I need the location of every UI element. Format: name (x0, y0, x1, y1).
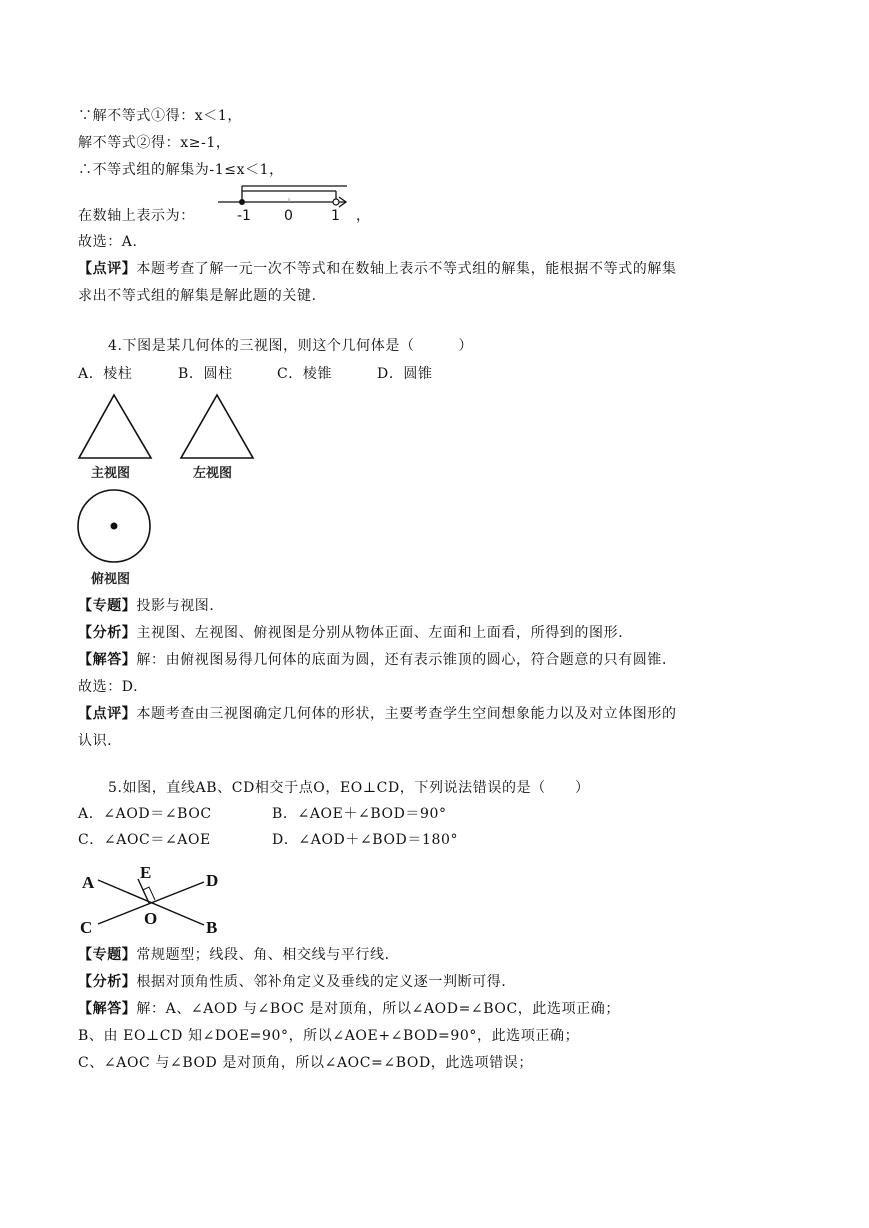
solution-line-1: ∵解不等式①得：x＜1， (78, 108, 243, 124)
apex-point (111, 523, 118, 530)
tick-label-minus1: -1 (237, 208, 251, 224)
tick-label-0: 0 (284, 208, 293, 224)
answer-text: 解：A、∠AOD 与∠BOC 是对顶角，所以∠AOD=∠BOC，此选项正确； (136, 1001, 620, 1017)
label-b: B (206, 918, 218, 937)
q4-topic (78, 596, 224, 616)
q5-answer-a (78, 999, 620, 1019)
question-5: 5.如图，直线AB、CD相交于点O，EO⊥CD，下列说法错误的是（ ） (108, 780, 590, 796)
q4-comment-1 (78, 704, 677, 724)
q5-option-b: B．∠AOE＋∠BOD＝90° (272, 806, 447, 822)
analysis-tag: 【分析】 (78, 625, 137, 641)
answer-text: 解：由俯视图易得几何体的底面为圆，还有表示锥顶的圆心，符合题意的只有圆锥． (136, 652, 677, 668)
q5-option-a: A．∠AOD＝∠BOC (78, 806, 212, 822)
q5-option-c: C．∠AOC＝∠AOE (78, 832, 211, 848)
comment-line-1 (78, 259, 677, 279)
q5-topic (78, 945, 399, 965)
topic-tag: 【专题】 (78, 947, 137, 963)
tick-label-1: 1 (331, 208, 340, 224)
q4-option-a: A．棱柱 (78, 366, 133, 382)
front-view-triangle (79, 395, 151, 458)
q4-comment-2: 认识． (78, 733, 122, 749)
solution-line-3: ∴不等式组的解集为-1≤x＜1， (78, 162, 284, 178)
solution-line-2: 解不等式②得：x≥-1， (78, 135, 231, 151)
left-view-label: 左视图 (193, 466, 233, 481)
q4-choose: 故选：D. (78, 679, 139, 695)
analysis-text: 根据对顶角性质、邻补角定义及垂线的定义逐一判断可得． (136, 974, 517, 990)
q4-triangle-views (76, 392, 256, 462)
topic-text: 投影与视图． (136, 598, 225, 614)
topic-tag: 【专题】 (78, 598, 137, 614)
comment-text: 本题考查由三视图确定几何体的形状，主要考查学生空间想象能力以及对立体图形的 (136, 706, 677, 722)
q4-option-c: C．棱锥 (277, 366, 333, 382)
comment-line-2: 求出不等式组的解集是解此题的关键. (78, 288, 317, 304)
q5-answer-c: C、∠AOC 与∠BOD 是对顶角，所以∠AOC=∠BOD，此选项错误； (78, 1055, 533, 1071)
q4-top-view (76, 488, 156, 568)
q4-option-d: D．圆锥 (377, 366, 433, 382)
top-view-label: 俯视图 (91, 572, 131, 587)
comment-tag: 【点评】 (78, 706, 137, 722)
question-4: 4.下图是某几何体的三视图，则这个几何体是（ ） (108, 338, 473, 354)
label-e: E (140, 863, 152, 882)
left-view-triangle (181, 395, 253, 458)
topic-text: 常规题型；线段、角、相交线与平行线． (136, 947, 400, 963)
numberline-intro: 在数轴上表示为： (78, 208, 195, 224)
q4-answer (78, 650, 677, 670)
comment-tag: 【点评】 (78, 261, 137, 277)
front-view-label: 主视图 (91, 466, 131, 481)
q5-intersecting-lines-figure (76, 858, 236, 938)
label-a: A (82, 873, 95, 892)
label-o: O (144, 909, 158, 928)
answer-tag: 【解答】 (78, 1001, 137, 1017)
comment-text: 本题考查了解一元一次不等式和在数轴上表示不等式组的解集，能根据不等式的解集 (136, 261, 677, 277)
q5-option-d: D．∠AOD＋∠BOD＝180° (272, 832, 459, 848)
number-line-figure (215, 182, 355, 224)
label-d: D (206, 871, 219, 890)
choose-line: 故选：A. (78, 234, 138, 250)
label-c: C (80, 918, 93, 937)
solid-point-minus1 (239, 199, 245, 205)
analysis-tag: 【分析】 (78, 974, 137, 990)
answer-tag: 【解答】 (78, 652, 137, 668)
q5-analysis (78, 972, 516, 992)
numberline-tail: ， (356, 208, 371, 224)
analysis-text: 主视图、左视图、俯视图是分别从物体正面、左面和上面看，所得到的图形． (136, 625, 633, 641)
open-point-1 (333, 199, 339, 205)
q5-answer-b: B、由 EO⊥CD 知∠DOE=90°，所以∠AOE+∠BOD=90°，此选项正确； (78, 1028, 580, 1044)
q4-option-b: B．圆柱 (178, 366, 233, 382)
q4-analysis (78, 623, 633, 643)
